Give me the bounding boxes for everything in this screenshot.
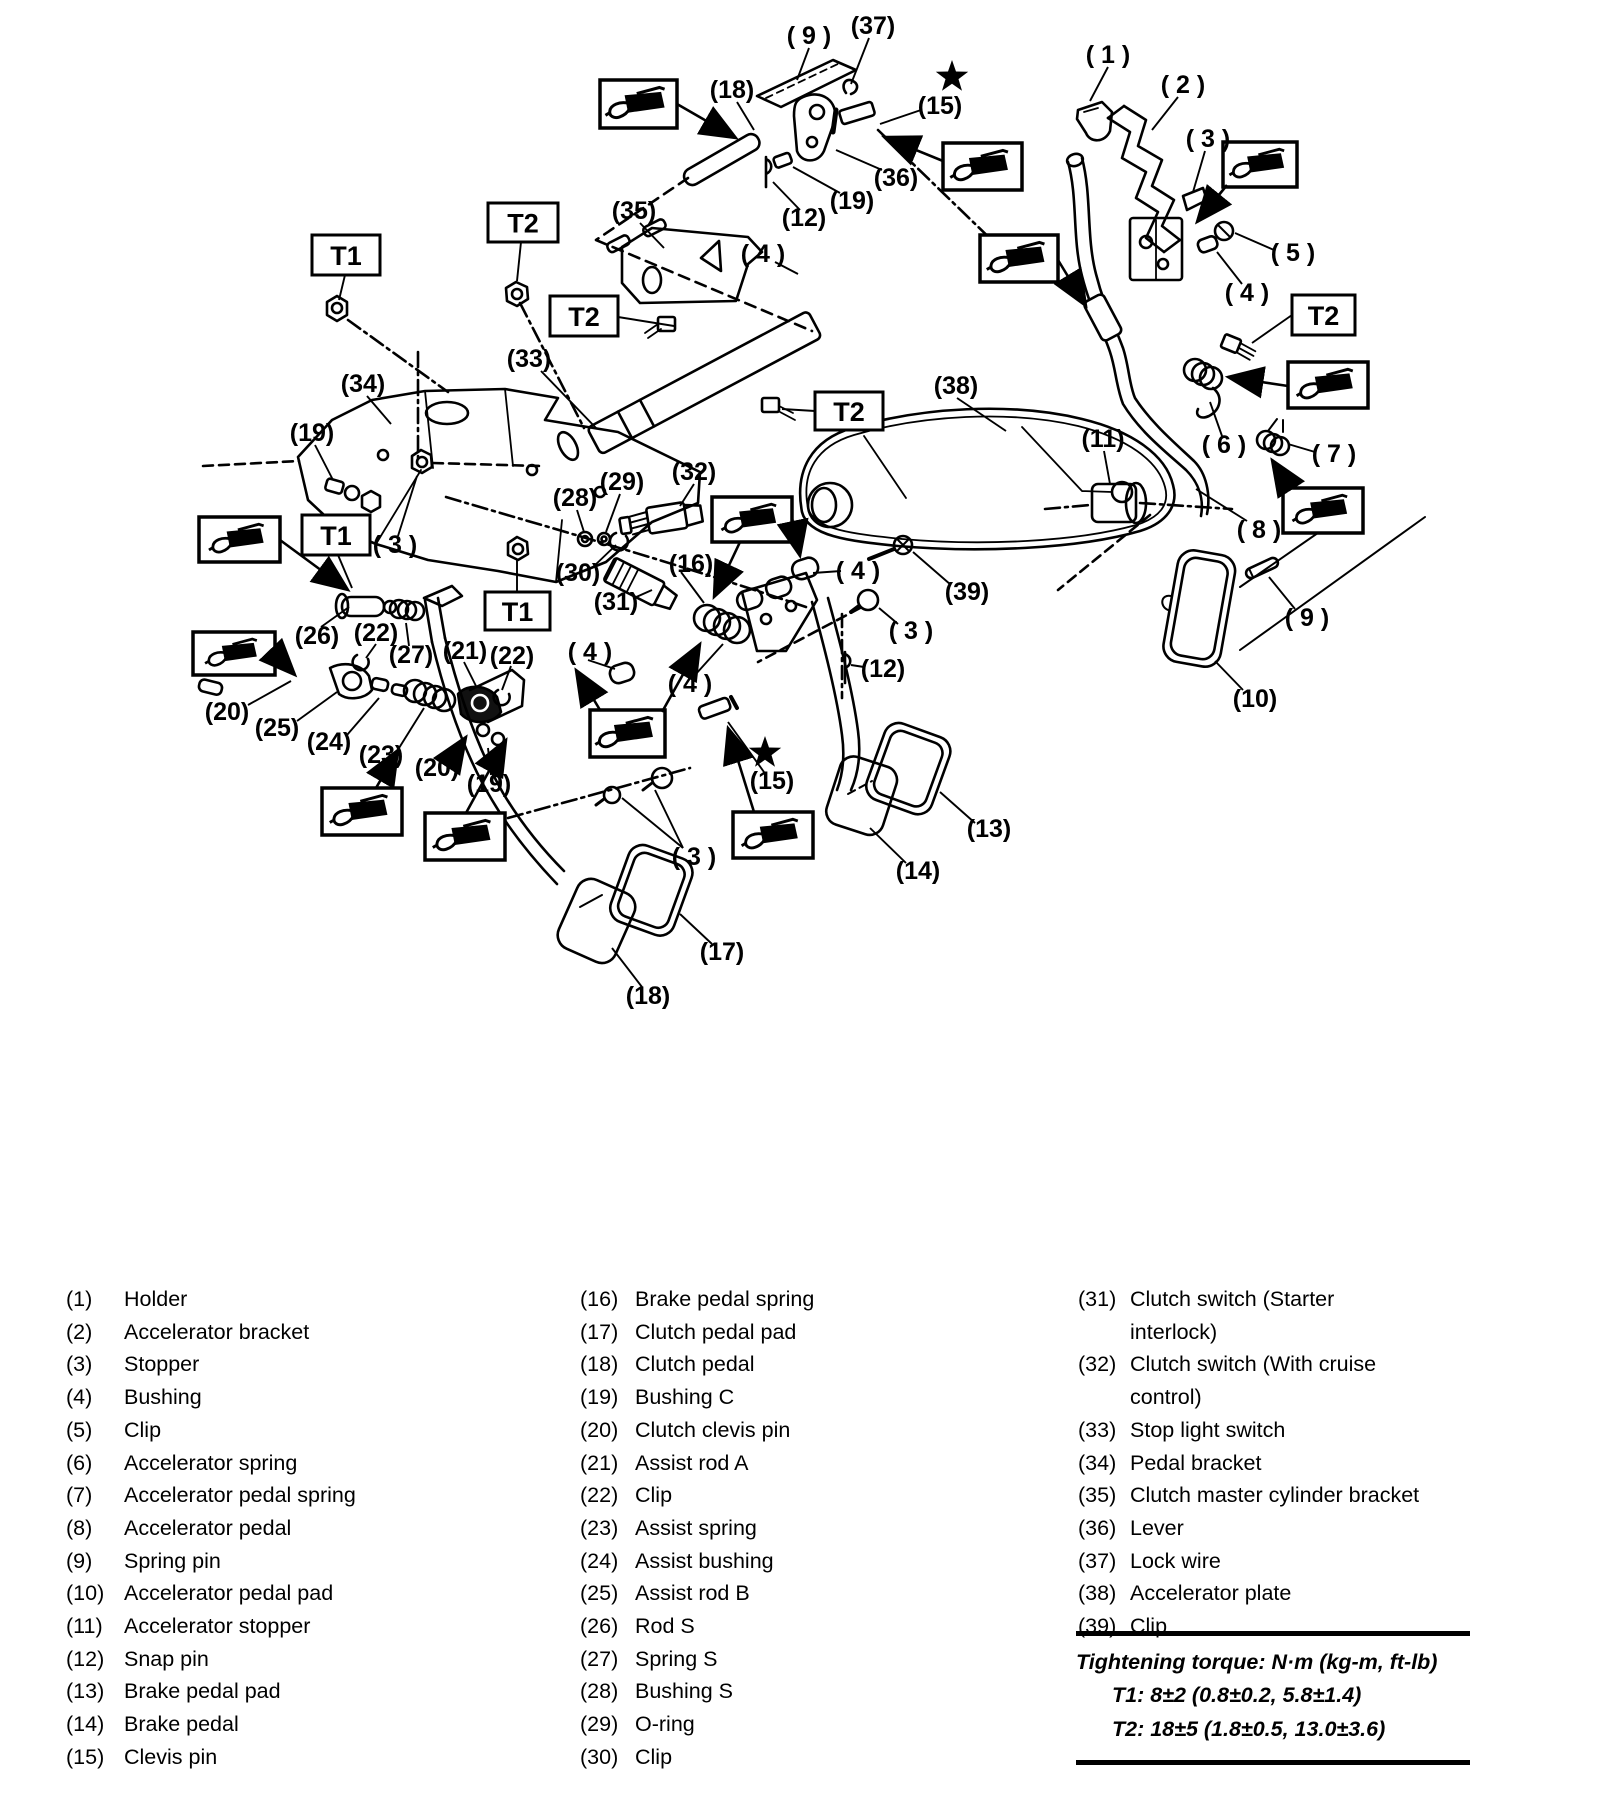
legend-item-label: Accelerator spring: [124, 1450, 298, 1475]
master-cylinder-bracket-art: [606, 218, 762, 303]
legend-item-number: (4): [66, 1385, 93, 1410]
callout-label: (13): [966, 815, 1012, 843]
callout-label: ( 6 ): [1201, 431, 1247, 459]
callout-label: (19): [289, 419, 335, 447]
legend-item-number: (37): [1078, 1548, 1117, 1573]
legend-item-label: Accelerator stopper: [124, 1614, 311, 1639]
callout-label: ( 4 ): [740, 240, 786, 268]
legend-item: [66, 1381, 496, 1414]
leader-line: [655, 790, 683, 848]
leader-line: [606, 494, 620, 532]
callout-label: ( 3 ): [372, 531, 418, 559]
callout-label: ( 4 ): [667, 670, 713, 698]
callout-label: ( 3 ): [1185, 125, 1231, 153]
grease-point-box: [193, 632, 295, 675]
grease-arrow: [884, 137, 943, 161]
legend-item-label: Stop light switch: [1130, 1417, 1286, 1442]
leader-line: [622, 798, 683, 848]
leader-line: [680, 484, 694, 506]
callout-label: (37): [850, 12, 896, 40]
legend-item: [580, 1741, 1020, 1774]
callout-label: (10): [1232, 685, 1278, 713]
legend-item-label: Stopper: [124, 1352, 200, 1377]
legend-item: [66, 1675, 496, 1708]
legend-item: [1078, 1414, 1423, 1447]
legend-item: [66, 1545, 496, 1578]
torque-tag-t1: [312, 235, 380, 275]
leader-line: [297, 692, 337, 721]
legend-item-label: Brake pedal: [124, 1712, 239, 1737]
legend-item-number: (36): [1078, 1515, 1117, 1540]
legend-item-number: (22): [580, 1483, 619, 1508]
leader-line: [1090, 67, 1108, 101]
legend-item-number: (17): [580, 1319, 619, 1344]
legend-item-number: (39): [1078, 1614, 1117, 1639]
legend-item-number: (2): [66, 1319, 93, 1344]
legend-item: [66, 1447, 496, 1480]
legend-item-label: Assist rod A: [635, 1450, 749, 1475]
legend-item: [1078, 1447, 1423, 1480]
torque-note-title: Tightening torque: N·m (kg-m, ft-lb): [1076, 1650, 1438, 1674]
callout-label: ( 3 ): [888, 617, 934, 645]
legend-item: [66, 1283, 496, 1316]
callout-label: (29): [599, 468, 645, 496]
legend-item-label: Bushing S: [635, 1679, 734, 1704]
legend-item-label: Clip: [1130, 1614, 1168, 1639]
callout-label: ( 7 ): [1311, 440, 1357, 468]
legend-item-number: (18): [580, 1352, 619, 1377]
torque-tag-label: T1: [320, 521, 352, 551]
legend-item-label: Clutch switch (With cruise control): [1130, 1352, 1377, 1410]
callout-label: (35): [611, 197, 657, 225]
legend-item-number: (7): [66, 1483, 93, 1508]
legend-item: [580, 1512, 1020, 1545]
legend-item-label: Snap pin: [124, 1646, 209, 1671]
leader-line: [367, 396, 391, 424]
grease-arrow: [714, 542, 740, 597]
legend-item: [66, 1348, 496, 1381]
torque-tag-t1: [485, 592, 550, 630]
torque-tag-t2: [815, 392, 883, 430]
callout-label: (38): [933, 372, 979, 400]
legend-column-3: [1078, 1283, 1423, 1643]
callout-label: ( 9 ): [786, 22, 832, 50]
callout-label: (19): [466, 770, 512, 798]
star-marker: [749, 736, 781, 767]
legend-item: [580, 1414, 1020, 1447]
callout-label: ( 4 ): [835, 557, 881, 585]
legend-item-number: (1): [66, 1287, 93, 1311]
legend-item: [1078, 1512, 1423, 1545]
legend-item: [580, 1348, 1020, 1381]
leader-line: [1104, 451, 1110, 484]
legend-item-label: Clutch switch (Starter interlock): [1130, 1287, 1335, 1344]
leader-line: [1252, 315, 1292, 343]
torque-tag-label: T1: [501, 597, 534, 627]
legend-item-label: Assist bushing: [635, 1548, 774, 1573]
leader-line: [1152, 97, 1178, 130]
torque-tag-t2: [488, 203, 558, 242]
callout-label: (12): [860, 655, 906, 683]
leader-line: [1235, 233, 1274, 250]
callout-label: (15): [749, 767, 795, 795]
leader-line: [1193, 151, 1205, 192]
callout-label: ( 1 ): [1085, 41, 1131, 69]
legend-item-number: (31): [1078, 1287, 1117, 1311]
torque-tag-t2: [550, 296, 618, 336]
legend-item-number: (25): [580, 1581, 619, 1606]
grease-point-box: [1228, 362, 1368, 408]
legend-item-number: (3): [66, 1352, 93, 1377]
legend-item: [1078, 1545, 1423, 1578]
legend-item-number: (27): [580, 1646, 619, 1671]
leader-line: [851, 38, 869, 84]
grease-arrow: [677, 104, 736, 138]
callout-label: (25): [254, 714, 300, 742]
legend-item-number: (5): [66, 1417, 93, 1442]
grease-point-box: [1197, 142, 1297, 222]
grease-point-box: [712, 497, 800, 597]
legend-item-label: Lever: [1130, 1515, 1184, 1540]
grease-arrow: [1058, 260, 1086, 306]
legend-item: [66, 1577, 496, 1610]
legend-item-number: (15): [66, 1744, 105, 1769]
leader-line: [957, 398, 1006, 431]
legend-column-1: [66, 1283, 496, 1774]
legend-item-label: Spring pin: [124, 1548, 221, 1573]
legend-item-label: Bushing: [124, 1385, 202, 1410]
callout-label: (16): [668, 550, 714, 578]
legend-item-number: (19): [580, 1385, 619, 1410]
legend-item: [66, 1479, 496, 1512]
legend-item-label: Holder: [124, 1287, 188, 1311]
legend-item: [66, 1741, 496, 1774]
legend-item: [580, 1610, 1020, 1643]
star-marker: [936, 60, 968, 91]
grease-point-box: [980, 235, 1086, 306]
callout-label: (26): [294, 622, 340, 650]
grease-arrow: [576, 670, 600, 710]
grease-arrow: [1228, 377, 1288, 386]
torque-tag-label: T2: [507, 208, 539, 239]
legend-item: [1078, 1479, 1423, 1512]
legend-item: [66, 1316, 496, 1349]
callout-label: (14): [895, 857, 941, 885]
torque-tag-t2: [1292, 295, 1355, 335]
legend-item-number: (34): [1078, 1450, 1117, 1475]
legend-item: [66, 1643, 496, 1676]
legend-item-number: (11): [66, 1614, 103, 1639]
legend-item: [66, 1512, 496, 1545]
legend-column-2: [580, 1283, 1020, 1774]
callout-label: (32): [671, 458, 717, 486]
callout-label: ( 2 ): [1160, 71, 1206, 99]
grease-arrow: [275, 654, 295, 675]
torque-tag-label: T1: [330, 241, 362, 271]
leader-line: [315, 445, 333, 480]
legend-item-number: (21): [580, 1450, 619, 1475]
legend-item-label: Clutch master cylinder bracket: [1130, 1483, 1420, 1508]
callout-label: (39): [944, 578, 990, 606]
legend-item-label: Assist rod B: [635, 1581, 750, 1606]
legend-item-number: (9): [66, 1548, 93, 1573]
leader-line: [398, 476, 417, 536]
legend-item-label: Clutch pedal: [635, 1352, 755, 1377]
legend-item-label: Brake pedal pad: [124, 1679, 281, 1704]
callout-label: ( 5 ): [1270, 239, 1316, 267]
legend-item-number: (30): [580, 1744, 619, 1769]
callout-label: (11): [1081, 425, 1125, 453]
legend-item: [580, 1708, 1020, 1741]
callout-label: (31): [593, 588, 639, 616]
legend-item: [580, 1643, 1020, 1676]
callout-label: (20): [414, 754, 460, 782]
legend-item: [580, 1283, 1020, 1316]
legend-item: [580, 1381, 1020, 1414]
callout-label: (36): [873, 164, 919, 192]
legend-item-number: (32): [1078, 1352, 1117, 1377]
leader-line: [880, 110, 921, 124]
legend-item-label: O-ring: [635, 1712, 695, 1737]
torque-note: [1076, 1631, 1470, 1765]
callout-label: (12): [781, 204, 827, 232]
grease-arrow: [1272, 460, 1290, 488]
legend-item-number: (14): [66, 1712, 105, 1737]
callout-label: (30): [555, 559, 601, 587]
grease-point-box: [1272, 460, 1363, 533]
torque-note-t2: T2: 18±5 (1.8±0.5, 13.0±3.6): [1112, 1717, 1386, 1741]
legend-item-label: Bushing C: [635, 1385, 735, 1410]
torque-tag-t1: [302, 515, 370, 555]
legend-item-label: Clip: [635, 1744, 673, 1769]
legend-item-number: (13): [66, 1679, 105, 1704]
callout-label: ( 4 ): [1224, 279, 1270, 307]
leader-line: [618, 317, 674, 326]
legend-item: [1078, 1348, 1423, 1413]
leader-line: [347, 698, 379, 735]
leader-line: [577, 510, 584, 532]
callout-label: (15): [917, 92, 963, 120]
legend-item-number: (28): [580, 1679, 619, 1704]
leader-line: [339, 275, 345, 300]
legend-item-number: (8): [66, 1515, 93, 1540]
legend-item-label: Spring S: [635, 1646, 718, 1671]
legend-item-number: (16): [580, 1287, 619, 1311]
legend-item-label: Pedal bracket: [1130, 1450, 1262, 1475]
legend-item-label: Accelerator pedal: [124, 1515, 292, 1540]
legend-item-label: Clutch pedal pad: [635, 1319, 797, 1344]
legend-item-number: (24): [580, 1548, 619, 1573]
torque-tag-label: T2: [568, 302, 600, 332]
legend-item-label: Clip: [635, 1483, 673, 1508]
callout-label: (19): [829, 187, 875, 215]
legend-item-label: Accelerator pedal pad: [124, 1581, 334, 1606]
legend-item-number: (38): [1078, 1581, 1117, 1606]
legend-item: [1078, 1577, 1423, 1610]
legend-item-label: Clevis pin: [124, 1744, 218, 1769]
legend-item-number: (6): [66, 1450, 93, 1475]
callout-label: ( 4 ): [567, 638, 613, 666]
callout-label: (18): [709, 76, 755, 104]
construction-lines: [203, 130, 1425, 818]
legend-item-number: (26): [580, 1614, 619, 1639]
legend-item: [66, 1708, 496, 1741]
callout-label: (28): [552, 484, 598, 512]
callout-label: (33): [506, 345, 552, 373]
legend-item-number: (23): [580, 1515, 619, 1540]
legend-item: [66, 1610, 496, 1643]
legend-item-number: (35): [1078, 1483, 1117, 1508]
legend-item: [66, 1414, 496, 1447]
legend-item-label: Assist spring: [635, 1515, 757, 1540]
leader-line: [464, 662, 477, 688]
legend-item-number: (33): [1078, 1417, 1117, 1442]
callout-label: (22): [489, 642, 535, 670]
legend-item-label: Accelerator plate: [1130, 1581, 1292, 1606]
legend-item-label: Clutch clevis pin: [635, 1417, 791, 1442]
callout-label: (17): [699, 938, 745, 966]
callout-label: ( 9 ): [1284, 604, 1330, 632]
legend-item-label: Accelerator bracket: [124, 1319, 310, 1344]
legend-item: [580, 1675, 1020, 1708]
callout-label: (18): [625, 982, 671, 1010]
torque-tag-label: T2: [1307, 301, 1340, 331]
torque-tag-label: T2: [833, 397, 865, 427]
legend-item-label: Rod S: [635, 1614, 695, 1639]
legend-item: [580, 1545, 1020, 1578]
callout-label: (34): [340, 370, 386, 398]
legend-item-number: (12): [66, 1646, 105, 1671]
legend-item: [580, 1316, 1020, 1349]
legend-item-number: (29): [580, 1712, 619, 1737]
leader-line: [248, 681, 291, 705]
callout-label: ( 3 ): [671, 843, 717, 871]
legend-item-number: (10): [66, 1581, 105, 1606]
callout-label: (20): [204, 698, 250, 726]
legend-item: [580, 1479, 1020, 1512]
callout-label: (27): [388, 641, 434, 669]
legend-item: [1078, 1283, 1423, 1348]
legend-item-label: Lock wire: [1130, 1548, 1221, 1573]
legend-item: [580, 1577, 1020, 1610]
callout-label: ( 8 ): [1236, 516, 1282, 544]
leader-line: [737, 102, 754, 130]
callout-label: (24): [306, 728, 352, 756]
leader-line: [517, 242, 521, 281]
callout-label: (23): [358, 741, 404, 769]
callout-label: (22): [353, 619, 399, 647]
legend-item-label: Accelerator pedal spring: [124, 1483, 356, 1508]
torque-note-t1: T1: 8±2 (0.8±0.2, 5.8±1.4): [1112, 1683, 1362, 1707]
legend-item-label: Brake pedal spring: [635, 1287, 815, 1311]
legend-item-number: (20): [580, 1417, 619, 1442]
legend-item: [580, 1447, 1020, 1480]
callout-label: (21): [442, 637, 488, 665]
legend-item-label: Clip: [124, 1417, 162, 1442]
